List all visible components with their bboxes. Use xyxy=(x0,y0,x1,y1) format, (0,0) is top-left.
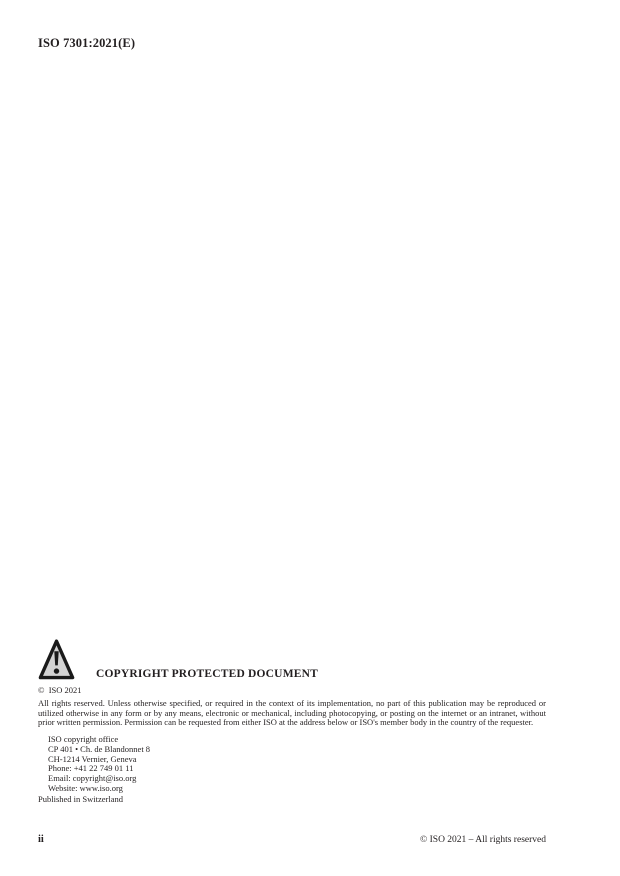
page-number: ii xyxy=(38,834,44,845)
address-line-city: CH-1214 Vernier, Geneva xyxy=(48,753,137,764)
copyright-section-header xyxy=(38,638,546,681)
footer-copyright-notice: © ISO 2021 – All rights reserved xyxy=(420,835,546,845)
page-footer xyxy=(38,834,546,845)
address-line-street: CP 401 • Ch. de Blandonnet 8 xyxy=(48,744,151,755)
address-line-phone: Phone: +41 22 749 01 11 xyxy=(48,763,134,774)
document-reference: ISO 7301:2021(E) xyxy=(38,36,136,50)
iso-address-block xyxy=(48,735,546,793)
published-in-line: Published in Switzerland xyxy=(38,793,123,804)
warning-triangle-icon xyxy=(38,638,75,681)
copyright-section-title: COPYRIGHT PROTECTED DOCUMENT xyxy=(96,667,318,680)
address-line-email: Email: copyright@iso.org xyxy=(48,773,137,784)
copyright-year-line: © ISO 2021 xyxy=(38,685,82,695)
rights-reserved-paragraph: All rights reserved. Unless otherwise specified, or required in the context of its implementation, no part of this publication may be reproduced or utilized otherwise in any form or by any means, electronic or mechanical, including photocopying, or posting on the internet or an intranet, without prior written permission. Permission can be requested from either ISO at the address below or ISO's member body in the country of the requester. xyxy=(38,698,546,727)
address-line-website: Website: www.iso.org xyxy=(48,782,123,793)
address-line-office: ISO copyright office xyxy=(48,734,119,745)
copyright-section xyxy=(38,638,546,804)
